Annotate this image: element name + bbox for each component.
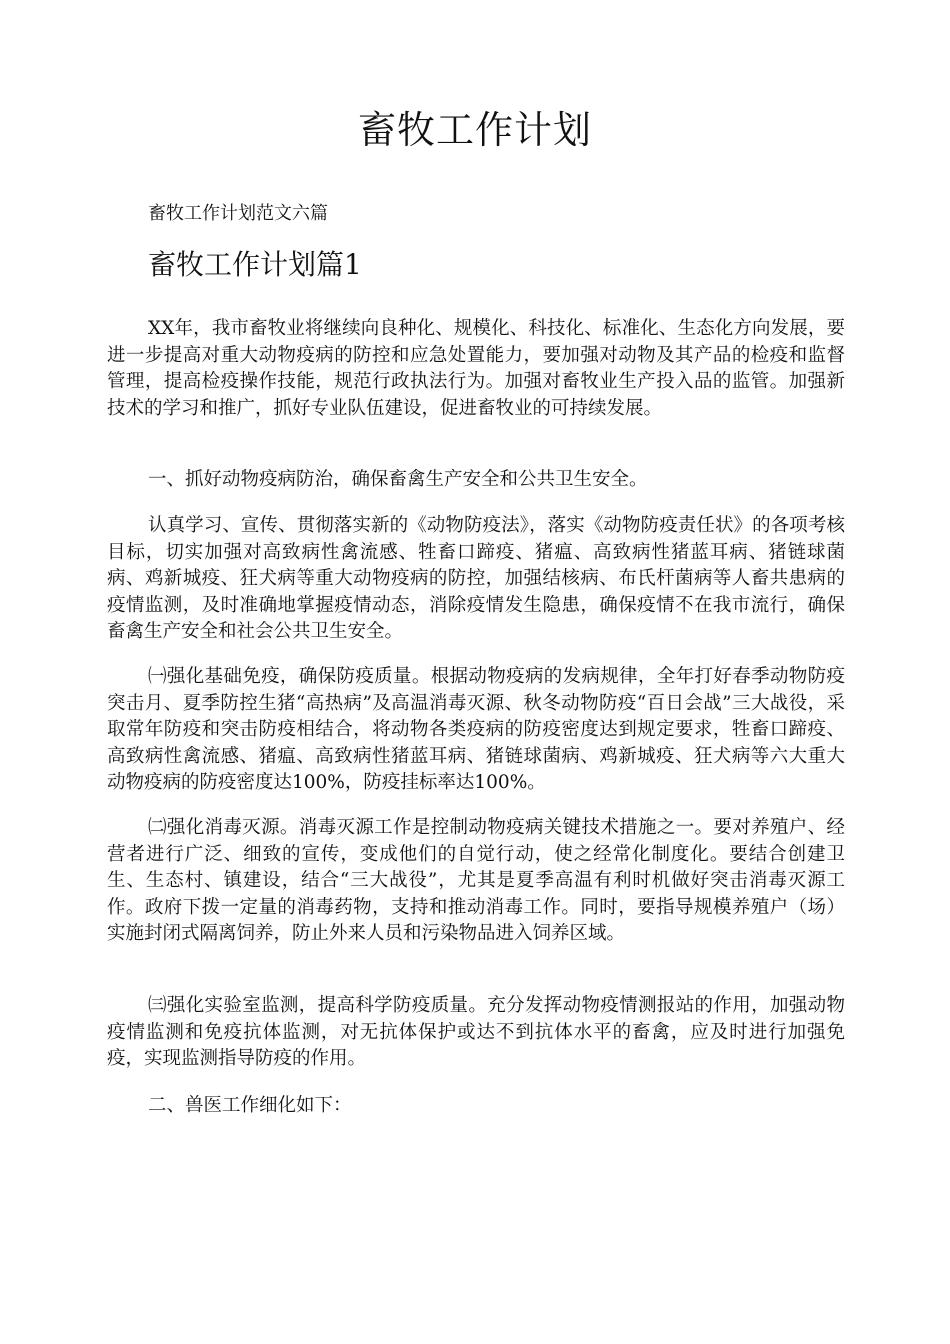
paragraph-disinfection: ㈡强化消毒灭源。消毒灭源工作是控制动物疫病关键技术措施之一。要对养殖户、经营者进行广泛、细致的宣传，变成他们的自觉行动，使之经常化制度化。要结合创建卫生、生态村、镇建设，结合“三大战役”，尤其是夏季高温有利时机做好突击消毒灭源工作。政府下拨一定量的消毒药物，支持和推动消毒工作。同时，要指导规模养殖户（场）实施封闭式隔离饲养，防止外来人员和污染物品进入饲养区域。 <box>107 817 845 945</box>
paragraph-disease-control: 认真学习、宣传、贯彻落实新的《动物防疫法》，落实《动物防疫责任状》的各项考核目标，切实加强对高致病性禽流感、牲畜口蹄疫、猪瘟、高致病性猪蓝耳病、猪链球菌病、鸡新城疫、狂犬病等重大动物疫病的防控，加强结核病、布氏杆菌病等人畜共患病的疫情监测，及时准确地掌握疫情动态，消除疫情发生隐患，确保疫情不在我市流行，确保畜禽生产安全和社会公共卫生安全。 <box>107 515 845 643</box>
paragraph-lab-monitoring: ㈢强化实验室监测，提高科学防疫质量。充分发挥动物疫情测报站的作用，加强动物疫情监测和免疫抗体监测，对无抗体保护或达不到抗体水平的畜禽，应及时进行加强免疫，实现监测指导防疫的作用。 <box>107 995 845 1070</box>
paragraph-heading-two: 二、兽医工作细化如下： <box>148 1095 352 1116</box>
document-subtitle: 畜牧工作计划范文六篇 <box>148 203 328 224</box>
document-title: 畜牧工作计划 <box>357 108 592 152</box>
section-heading: 畜牧工作计划篇1 <box>148 248 362 281</box>
paragraph-heading-one: 一、抓好动物疫病防治，确保畜禽生产安全和公共卫生安全。 <box>148 469 648 490</box>
paragraph-intro: XX年，我市畜牧业将继续向良种化、规模化、科技化、标准化、生态化方向发展，要进一步提高对重大动物疫病的防控和应急处置能力，要加强对动物及其产品的检疫和监督管理，提高检疫操作技能，规范行政执法行为。加强对畜牧业生产投入品的监管。加强新技术的学习和推广，抓好专业队伍建设，促进畜牧业的可持续发展。 <box>107 318 845 419</box>
paragraph-basic-immunization: ㈠强化基础免疫，确保防疫质量。根据动物疫病的发病规律，全年打好春季动物防疫突击月、夏季防控生猪“高热病”及高温消毒灭源、秋冬动物防疫“百日会战”三大战役，采取常年防疫和突击防疫相结合，将动物各类疫病的防疫密度达到规定要求，牲畜口蹄疫、高致病性禽流感、猪瘟、高致病性猪蓝耳病、猪链球菌病、鸡新城疫、狂犬病等六大重大动物疫病的防疫密度达100%，防疫挂标率达100%。 <box>107 666 845 794</box>
